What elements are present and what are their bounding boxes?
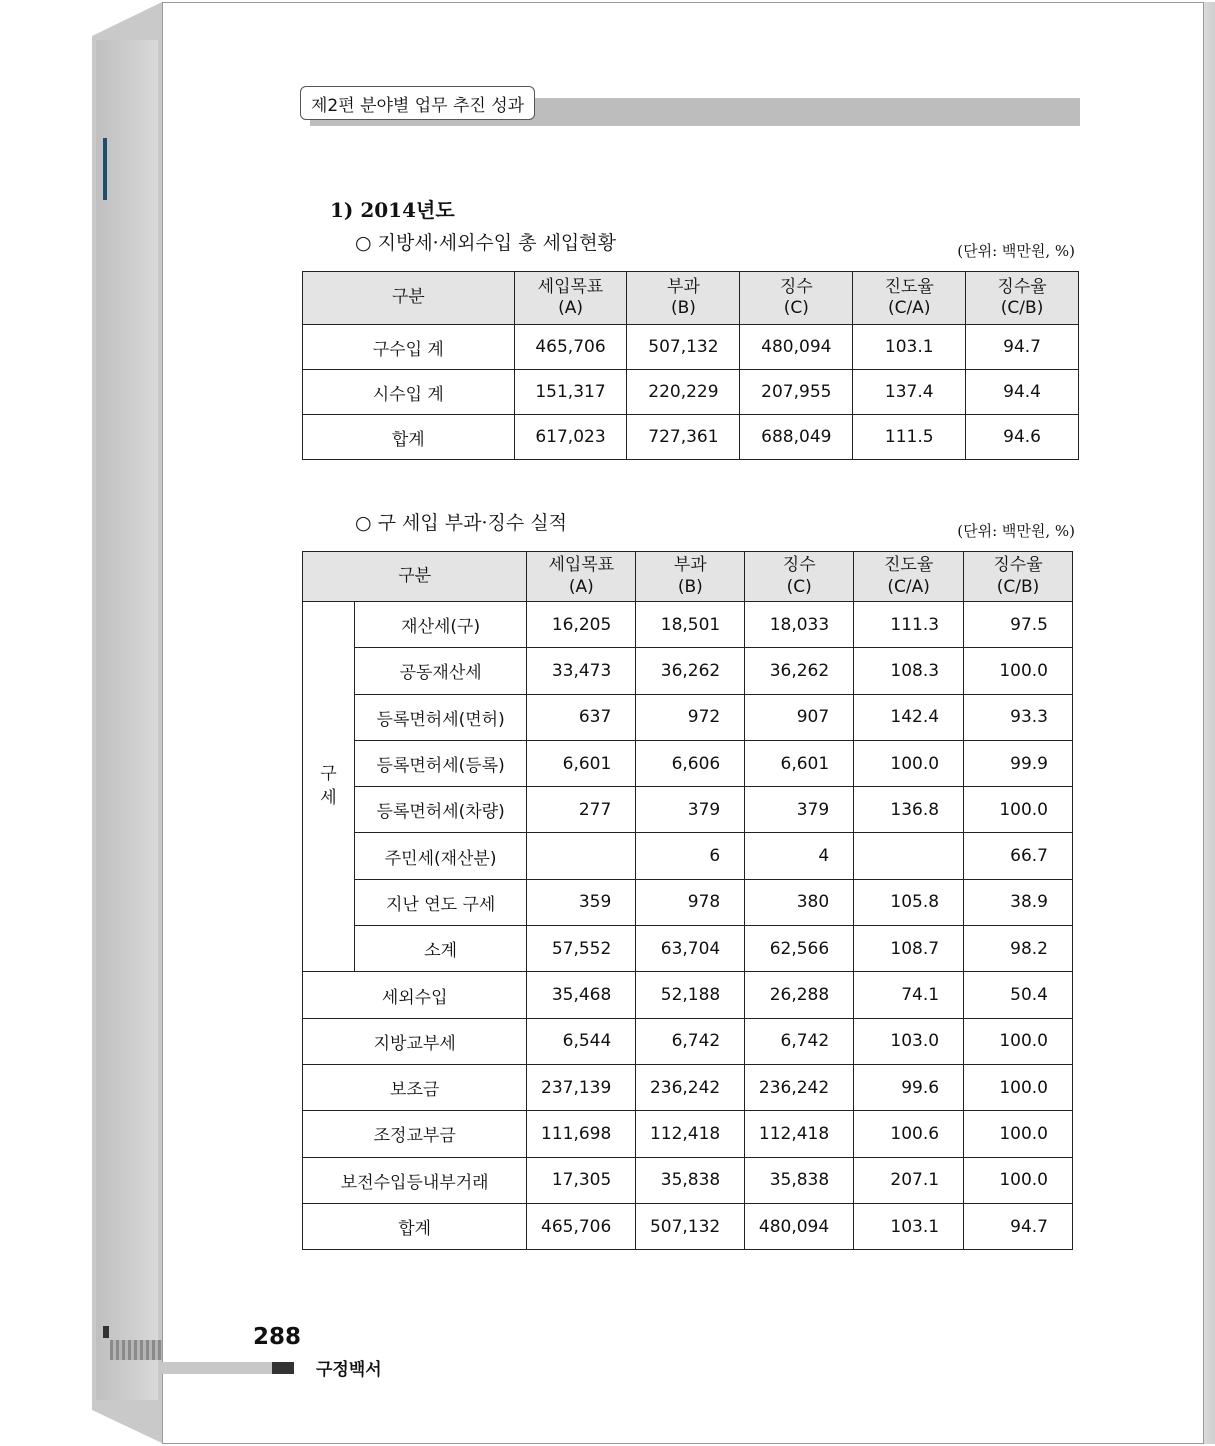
- header-label: 징수율: [997, 276, 1047, 297]
- row-label: 합계: [303, 415, 515, 460]
- chapter-label: 제2편 분야별 업무 추진 성과: [300, 86, 535, 120]
- data-cell: 637: [527, 694, 636, 740]
- header-cell: [740, 272, 853, 325]
- header-cell: [636, 552, 745, 602]
- data-cell: 108.7: [854, 926, 964, 972]
- row-label: 지방교부세: [303, 1018, 527, 1064]
- header-sub-label: (C): [786, 576, 812, 597]
- header-sub-label: (B): [677, 576, 703, 597]
- data-cell: 99.6: [854, 1064, 964, 1110]
- header-label: 징수: [779, 276, 813, 297]
- data-cell: 6,606: [636, 740, 745, 786]
- summary-table: [302, 271, 1079, 460]
- data-cell: 38.9: [964, 879, 1073, 925]
- table-row: [303, 694, 1073, 740]
- table-row: [303, 1064, 1073, 1110]
- data-cell: 100.0: [964, 1018, 1073, 1064]
- data-cell: 16,205: [527, 602, 636, 648]
- data-cell: 94.4: [966, 370, 1079, 415]
- data-cell: 111.5: [853, 415, 966, 460]
- data-cell: 4: [745, 833, 854, 879]
- data-cell: 33,473: [527, 648, 636, 694]
- header-label: 부과: [673, 555, 707, 576]
- table-row: [303, 1111, 1073, 1157]
- data-cell: 103.1: [853, 325, 966, 370]
- data-cell: [854, 833, 964, 879]
- row-label: 등록면허세(등록): [354, 740, 527, 786]
- table1-subtitle: ○ 지방세·세외수입 총 세입현황: [355, 232, 616, 254]
- data-cell: 94.7: [964, 1203, 1073, 1249]
- header-label: 구분: [398, 565, 432, 586]
- data-cell: 62,566: [745, 926, 854, 972]
- data-cell: 35,468: [527, 972, 636, 1018]
- header-cell: [527, 552, 636, 602]
- data-cell: 151,317: [514, 370, 627, 415]
- table2-subtitle: ○ 구 세입 부과·징수 실적: [355, 512, 567, 534]
- data-cell: 978: [636, 879, 745, 925]
- table-row: [303, 648, 1073, 694]
- data-cell: 103.0: [854, 1018, 964, 1064]
- table-row: [303, 972, 1073, 1018]
- data-cell: 380: [745, 879, 854, 925]
- row-label: 보조금: [303, 1064, 527, 1110]
- header-label: 세입목표: [537, 276, 604, 297]
- table1-unit: (단위: 백만원, %): [957, 242, 1075, 260]
- header-cell: [966, 272, 1079, 325]
- data-cell: 74.1: [854, 972, 964, 1018]
- table-row: [303, 415, 1079, 460]
- spine-stripes: [110, 1340, 162, 1360]
- data-cell: 480,094: [740, 325, 853, 370]
- data-cell: 111,698: [527, 1111, 636, 1157]
- data-cell: 379: [745, 787, 854, 833]
- data-cell: 507,132: [627, 325, 740, 370]
- table-row: [303, 879, 1073, 925]
- data-cell: 6,601: [527, 740, 636, 786]
- data-cell: 108.3: [854, 648, 964, 694]
- data-cell: 18,501: [636, 602, 745, 648]
- data-cell: 18,033: [745, 602, 854, 648]
- row-label: 보전수입등내부거래: [303, 1157, 527, 1203]
- book-title: 구정백서: [316, 1360, 382, 1380]
- data-cell: 617,023: [514, 415, 627, 460]
- header-cell: [853, 272, 966, 325]
- data-cell: 100.0: [964, 1157, 1073, 1203]
- data-cell: 98.2: [964, 926, 1073, 972]
- data-cell: 277: [527, 787, 636, 833]
- header-label: 진도율: [884, 276, 934, 297]
- data-cell: 94.7: [966, 325, 1079, 370]
- row-label: 재산세(구): [354, 602, 527, 648]
- data-cell: 220,229: [627, 370, 740, 415]
- data-cell: 359: [527, 879, 636, 925]
- data-cell: 100.6: [854, 1111, 964, 1157]
- group-label: 구 세: [303, 602, 355, 972]
- header-label: 징수: [782, 555, 816, 576]
- header-cell: [964, 552, 1073, 602]
- data-cell: 972: [636, 694, 745, 740]
- row-label: 세외수입: [303, 972, 527, 1018]
- data-cell: 236,242: [636, 1064, 745, 1110]
- data-cell: 52,188: [636, 972, 745, 1018]
- data-cell: 36,262: [745, 648, 854, 694]
- header-sub-label: (A): [558, 298, 583, 318]
- table-row: [303, 370, 1079, 415]
- data-cell: 50.4: [964, 972, 1073, 1018]
- data-cell: 63,704: [636, 926, 745, 972]
- row-label: 조정교부금: [303, 1111, 527, 1157]
- header-sub-label: (B): [670, 298, 696, 318]
- data-cell: 136.8: [854, 787, 964, 833]
- row-label: 지난 연도 구세: [354, 879, 527, 925]
- row-label: 합계: [303, 1203, 527, 1249]
- header-sub-label: (C/B): [996, 576, 1040, 597]
- table-row: [303, 1157, 1073, 1203]
- table-row: [303, 1203, 1073, 1249]
- footer-block: [272, 1362, 294, 1374]
- table-row: [303, 833, 1073, 879]
- header-label: 진도율: [883, 555, 934, 576]
- data-cell: 57,552: [527, 926, 636, 972]
- header-sub-label: (C/A): [887, 298, 931, 318]
- header-label: 세입목표: [548, 555, 615, 576]
- data-cell: 207,955: [740, 370, 853, 415]
- data-cell: 6,742: [745, 1018, 854, 1064]
- row-label: 공동재산세: [354, 648, 527, 694]
- footer-bar: [162, 1362, 272, 1374]
- data-cell: 142.4: [854, 694, 964, 740]
- spine-mark: [103, 1326, 109, 1338]
- table-row: [303, 1018, 1073, 1064]
- header-label: 부과: [666, 276, 700, 297]
- header-cell: [303, 272, 515, 325]
- data-cell: [527, 833, 636, 879]
- header-cell: [303, 552, 527, 602]
- data-cell: 111.3: [854, 602, 964, 648]
- data-cell: 6: [636, 833, 745, 879]
- data-cell: 237,139: [527, 1064, 636, 1110]
- data-cell: 112,418: [745, 1111, 854, 1157]
- header-label: 구분: [391, 287, 425, 308]
- table-row: [303, 787, 1073, 833]
- data-cell: 112,418: [636, 1111, 745, 1157]
- data-cell: 97.5: [964, 602, 1073, 648]
- book-spine-face: [96, 40, 158, 1400]
- detail-table: [302, 551, 1073, 1250]
- header-sub-label: (C/B): [1000, 298, 1044, 318]
- table-row: [303, 325, 1079, 370]
- data-cell: 727,361: [627, 415, 740, 460]
- row-label: 소계: [354, 926, 527, 972]
- data-cell: 105.8: [854, 879, 964, 925]
- data-cell: 137.4: [853, 370, 966, 415]
- data-cell: 100.0: [964, 1111, 1073, 1157]
- data-cell: 6,601: [745, 740, 854, 786]
- header-cell: [854, 552, 964, 602]
- data-cell: 465,706: [527, 1203, 636, 1249]
- table-row: [303, 602, 1073, 648]
- data-cell: 100.0: [854, 740, 964, 786]
- data-cell: 907: [745, 694, 854, 740]
- table-row: [303, 740, 1073, 786]
- row-label: 등록면허세(차량): [354, 787, 527, 833]
- data-cell: 103.1: [854, 1203, 964, 1249]
- data-cell: 36,262: [636, 648, 745, 694]
- data-cell: 94.6: [966, 415, 1079, 460]
- data-cell: 480,094: [745, 1203, 854, 1249]
- table-row: [303, 926, 1073, 972]
- header-sub-label: (C): [783, 298, 809, 318]
- data-cell: 66.7: [964, 833, 1073, 879]
- header-label: 징수율: [993, 555, 1043, 576]
- data-cell: 6,742: [636, 1018, 745, 1064]
- data-cell: 507,132: [636, 1203, 745, 1249]
- row-label: 주민세(재산분): [354, 833, 527, 879]
- data-cell: 379: [636, 787, 745, 833]
- data-cell: 99.9: [964, 740, 1073, 786]
- data-cell: 26,288: [745, 972, 854, 1018]
- data-cell: 6,544: [527, 1018, 636, 1064]
- data-cell: 35,838: [636, 1157, 745, 1203]
- header-sub-label: (C/A): [887, 576, 930, 597]
- table2-unit: (단위: 백만원, %): [957, 522, 1075, 540]
- section-title: 1) 2014년도: [330, 198, 455, 222]
- data-cell: 100.0: [964, 1064, 1073, 1110]
- header-cell: [514, 272, 627, 325]
- header-cell: [745, 552, 854, 602]
- page-number: 288: [253, 1324, 302, 1350]
- header-cell: [627, 272, 740, 325]
- data-cell: 207.1: [854, 1157, 964, 1203]
- header-sub-label: (A): [568, 576, 594, 597]
- data-cell: 100.0: [964, 648, 1073, 694]
- data-cell: 100.0: [964, 787, 1073, 833]
- row-label: 구수입 계: [303, 325, 515, 370]
- spine-accent: [103, 138, 107, 200]
- row-label: 등록면허세(면허): [354, 694, 527, 740]
- data-cell: 35,838: [745, 1157, 854, 1203]
- row-label: 시수입 계: [303, 370, 515, 415]
- data-cell: 17,305: [527, 1157, 636, 1203]
- data-cell: 93.3: [964, 694, 1073, 740]
- data-cell: 465,706: [514, 325, 627, 370]
- data-cell: 688,049: [740, 415, 853, 460]
- data-cell: 236,242: [745, 1064, 854, 1110]
